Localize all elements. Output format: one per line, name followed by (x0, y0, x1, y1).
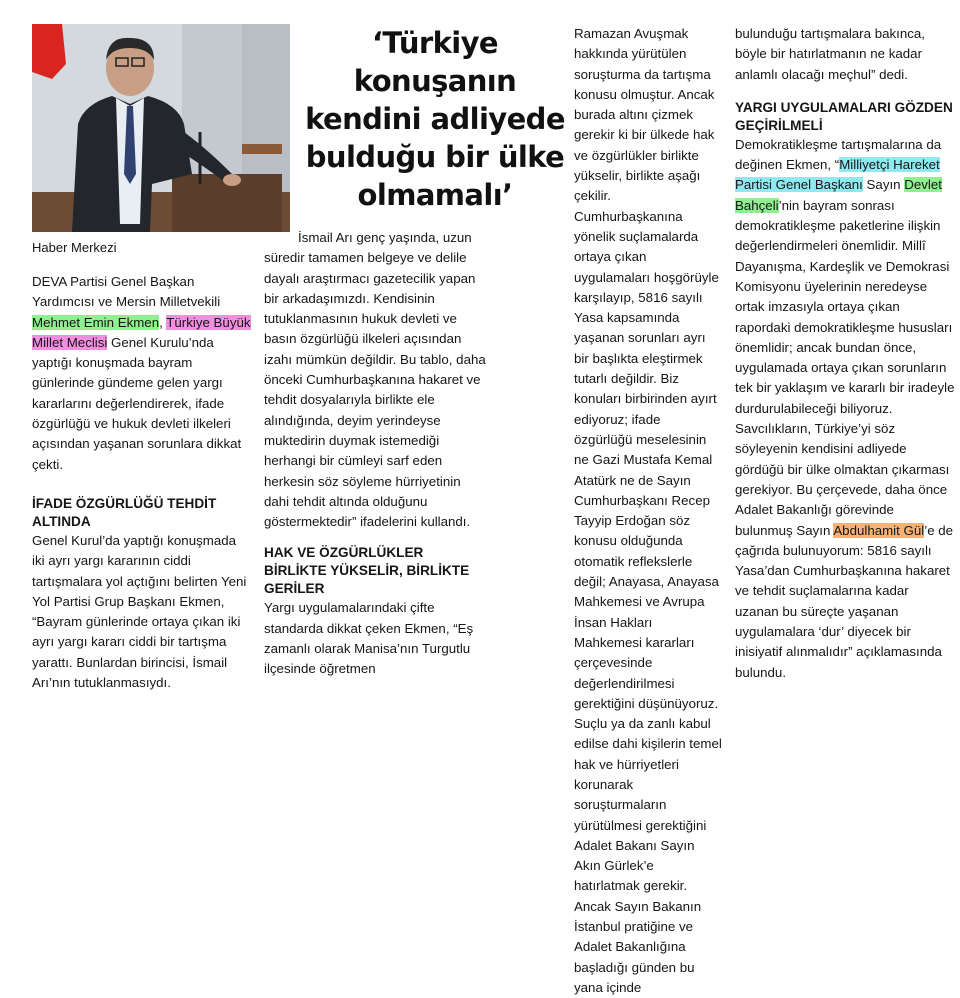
byline: Haber Merkezi (32, 240, 117, 255)
lead-paragraph (32, 272, 252, 475)
column-2 (264, 228, 488, 680)
subhead-ifade-ozgurlugu: İFADE ÖZGÜRLÜĞÜ TEHDİT ALTINDA (32, 495, 217, 529)
lead-text: , (159, 314, 167, 330)
paragraph (500, 24, 722, 998)
paragraph-text: Ramazan Avuşmak hakkında yürütülen soruşturma da tartışma konusu olmuştur. Ancak burada altını çizmek gerekir ki bir ülkede hak ve özgürlükler birlikte yükselir, birlikte aşağı çekilir. Cumhurbaşkanına yönelik suçlamalarda ortaya çıkan uygulamaları hoşgörüyle karşılayıp, 5816 sayılı Yasa kapsamında yaşanan sorunları ayrı bir başlıkta eleştirmek tutarlı değildir. Biz konuları birbirinden ayırt ediyoruz; ifade özgürlüğü meselesinin ne Gazi Mustafa Kemal Atatürk ne de Sayın Cumhurbaşkanı Recep Tayyip Erdoğan söz konusu olduğunda otomatik reflekslerle değil; Anayasa, Anayasa Mahkemesi ve Avrupa İnsan Hakları Mahkemesi kararları çerçevesinde değerlendirilmesi gerektiğini düşünüyoruz. Suçlu ya da zanlı kabul edilse dahi kişilerin temel hak ve hürriyetleri korunarak soruşturmaların yürütülmesi gerektiğini Adalet Bakanı Sayın Akın Gürlek’e hatırlatmak gerekir. Ancak Sayın Bakanın İstanbul pratiğine ve Adalet Bakanlığına başladığı günden bu yana içinde (574, 26, 722, 995)
column-1 (32, 272, 252, 693)
highlight-mehmet-emin-ekmen: Mehmet Emin Ekmen (32, 314, 160, 330)
paragraph: Yargı uygulamalarındaki çifte standarda dikkat çeken Ekmen, “Eş zamanlı olarak Manisa’nın Turgutlu ilçesinde öğretmen (264, 600, 474, 677)
article-photo (32, 24, 290, 232)
paragraph-text: ’e de çağrıda bulunuyorum: 5816 sayılı Yasa’dan Cumhurbaşkanına hakaret ve tehdit suçlamalarına kadar uzanan bu süreçte yaşanan uygulamalara ‘dur’ diyecek bir inisiyatif alınmalıdır” açıklamasında bulundu. (735, 522, 954, 680)
paragraph-text: Demokratikleşme tartışmalarına da değinen Ekmen, “ (735, 136, 942, 173)
subhead-yargi-uygulamalari: YARGI UYGULAMALARI GÖZDEN GEÇİRİLMELİ (735, 99, 953, 133)
highlight-abdulhamit-gul: Abdulhamit Gül (833, 522, 925, 538)
paragraph (735, 135, 955, 683)
highlight-mhp-genel-baskani: Milliyetçi Hareket Partisi Genel Başkanı (735, 157, 940, 193)
subhead-hak-ve-ozgurlukler: HAK VE ÖZGÜRLÜKLER BİRLİKTE YÜKSELİR, BİRLİKTE GERİLER (264, 545, 470, 597)
speaker-photo-illustration (32, 24, 290, 232)
paragraph: İsmail Arı genç yaşında, uzun süredir tamamen belgeye ve delile dayalı araştırmacı gazetecilik yapan bir arkadaşımızdı. Kendisinin tutuklanmasının hukuk devleti ve basın özgürlüğü ilkeleri açısından izahı mümkün değildir. Bu tablo, daha önceki Cumhurbaşkanına hakaret ve tehdit dosyalarıyla birlikte ele alındığında, deyim yerindeyse muktedirin duymak istemediği herhangi bir cümleyi sarf eden herkesin söz söyleme hürriyetinin dahi tehdit altında olduğunu göstermektedir” ifadelerini kullandı. (264, 230, 486, 530)
column-4 (735, 24, 955, 683)
highlight-tbmm: Türkiye Büyük Millet Meclisi (32, 314, 251, 350)
paragraph: bulunduğu tartışmalara bakınca, böyle bir hatırlatmanın ne kadar anlamlı olacağı meçhul” dedi. (735, 26, 925, 82)
lead-text: Genel Kurulu’nda yaptığı konuşmada bayram günlerinde gündeme gelen yargı kararlarını değerlendirerek, ifade özgürlüğü ve hukuk devleti ilkeleri açısından yaşanan sorunlara dikkat çekti. (32, 334, 242, 472)
paragraph-text: Sayın (862, 177, 905, 193)
paragraph: Genel Kurul’da yaptığı konuşmada iki ayrı yargı kararının ciddi tartışmalara yol açtığını belirten Yeni Yol Partisi Grup Başkanı Ekmen, “Bayram günlerinde ortaya çıkan iki ayrı yargı kararı ciddi bir tartışma yarattı. Bunlardan birincisi, İsmail Arı’nın tutuklanmasıydı. (32, 532, 247, 691)
paragraph-text: ’nin bayram sonrası demokratikleşme paketlerine ilişkin değerlendirmeleri önemlidir. Millî Dayanışma, Kardeşlik ve Demokrasi Komisyonu üyelerinin neredeyse ortak imzasıyla ortaya çıkan rapordaki demokratikleşme hususları önemlidir; ancak bundan önce, uygulamada ortaya çıkan sorunların tek bir yaklaşım ve kararlı bir iradeyle durdurulabileceği biliyoruz. Savcılıkların, Türkiye’yi söz söyleyenin kendisini adliyede gördüğü bir ülke olmaktan çıkarması gerekiyor. Bu çerçevede, daha önce Adalet Bakanlığı görevinde bulunmuş Sayın (735, 197, 955, 538)
headline: ‘Türkiye konuşanın kendini adliyede bulduğu bir ülke olmamalı’ (305, 26, 565, 212)
highlight-devlet-bahceli: Devlet Bahçeli (735, 177, 942, 213)
lead-text: DEVA Partisi Genel Başkan Yardımcısı ve Mersin Milletvekili (32, 274, 221, 310)
column-3 (500, 24, 722, 998)
